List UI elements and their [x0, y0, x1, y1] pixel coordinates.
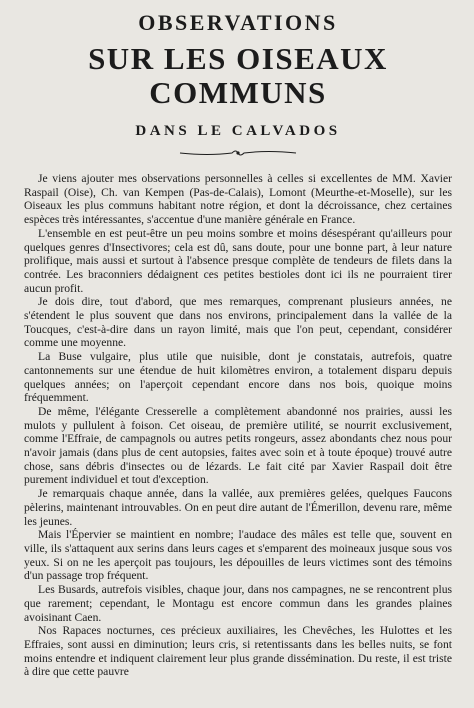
- paragraph: Mais l'Épervier se maintient en nombre; l'audace des mâles est telle que, souvent en ville, ils s'attaquent aux serins dans leurs cages et s'emparent des moineaux jusque sous vos yeux. Si on ne les aperçoit pas toujours, les dépouilles de leurs victimes sont des témoins d'un passage trop fréquent.: [24, 528, 452, 583]
- paragraph: L'ensemble en est peut-être un peu moins sombre et moins désespérant qu'ailleurs pour quelques genres d'Insectivores; cela est dû, sans doute, pour une bonne part, à leur nature prolifique, mais aussi et surtout à l'absence presque complète de tendeurs de filets dans la contrée. Les braconniers dédaignent ces petites bestioles dont ici ils ne pourraient tirer aucun profit.: [24, 226, 452, 295]
- paragraph: Je dois dire, tout d'abord, que mes remarques, comprenant plusieurs années, ne s'étendent le plus souvent que dans nos environs, principalement dans la vallée de la Toucques, c'est-à-dire dans un rayon limité, mais que l'on peut, cependant, considérer comme une moyenne.: [24, 295, 452, 350]
- paragraph: Je viens ajouter mes observations personnelles à celles si excellentes de MM. Xavier Raspail (Oise), Ch. van Kempen (Pas-de-Calais), Lomont (Meurthe-et-Moselle), sur les Oiseaux les plus communs habitant notre région, et dont la décroissance, chez certaines espèces très intéressantes, s'accentue d'une manière générale en France.: [24, 172, 452, 227]
- title-line-3: DANS LE CALVADOS: [135, 123, 341, 139]
- paragraph: Les Busards, autrefois visibles, chaque jour, dans nos campagnes, ne se rencontrent plus que rarement; cependant, le Montagu est encore commun dans les grandes plaines avoisinant Caen.: [24, 583, 452, 624]
- title-line-2: SUR LES OISEAUX COMMUNS: [88, 41, 388, 110]
- paragraph: Nos Rapaces nocturnes, ces précieux auxiliaires, les Chevêches, les Hulottes et les Effraies, sont aussi en diminution; leurs cris, si retentissants dans les belles nuits, se font moins entendre et indiquent clairement leur plus grande dissémination. Du reste, il est triste à dire que cette pauvre: [24, 624, 452, 679]
- ornament-divider-icon: [178, 148, 298, 158]
- article-body: [24, 172, 452, 679]
- paragraph: La Buse vulgaire, plus utile que nuisible, dont je constatais, autrefois, quatre cantonnements sur une étendue de huit kilomètres environ, a totalement disparu depuis quelques années; on l'aperçoit cependant encore dans nos bois, quoique moins fréquemment.: [24, 350, 452, 405]
- paragraph: Je remarquais chaque année, dans la vallée, aux premières gelées, quelques Faucons pèlerins, maintenant introuvables. On en peut dire autant de l'Émerillon, devenu rare, même les jeunes.: [24, 487, 452, 528]
- title-line-1: OBSERVATIONS: [138, 10, 338, 35]
- paragraph: De même, l'élégante Cresserelle a complètement abandonné nos prairies, aussi les mulots y pullulent à foison. Cet oiseau, de première utilité, se nourrit exclusivement, comme l'Effraie, de campagnols ou autres petits rongeurs, assez abondants chez nous pour n'avoir jamais (dans plus de cent autopsies, faites avec soin et à toute époque) trouvé autre chose, sans débris d'insectes ou de lézards. Le fait cité par Xavier Raspail doit être purement individuel et tout d'exception.: [24, 404, 452, 487]
